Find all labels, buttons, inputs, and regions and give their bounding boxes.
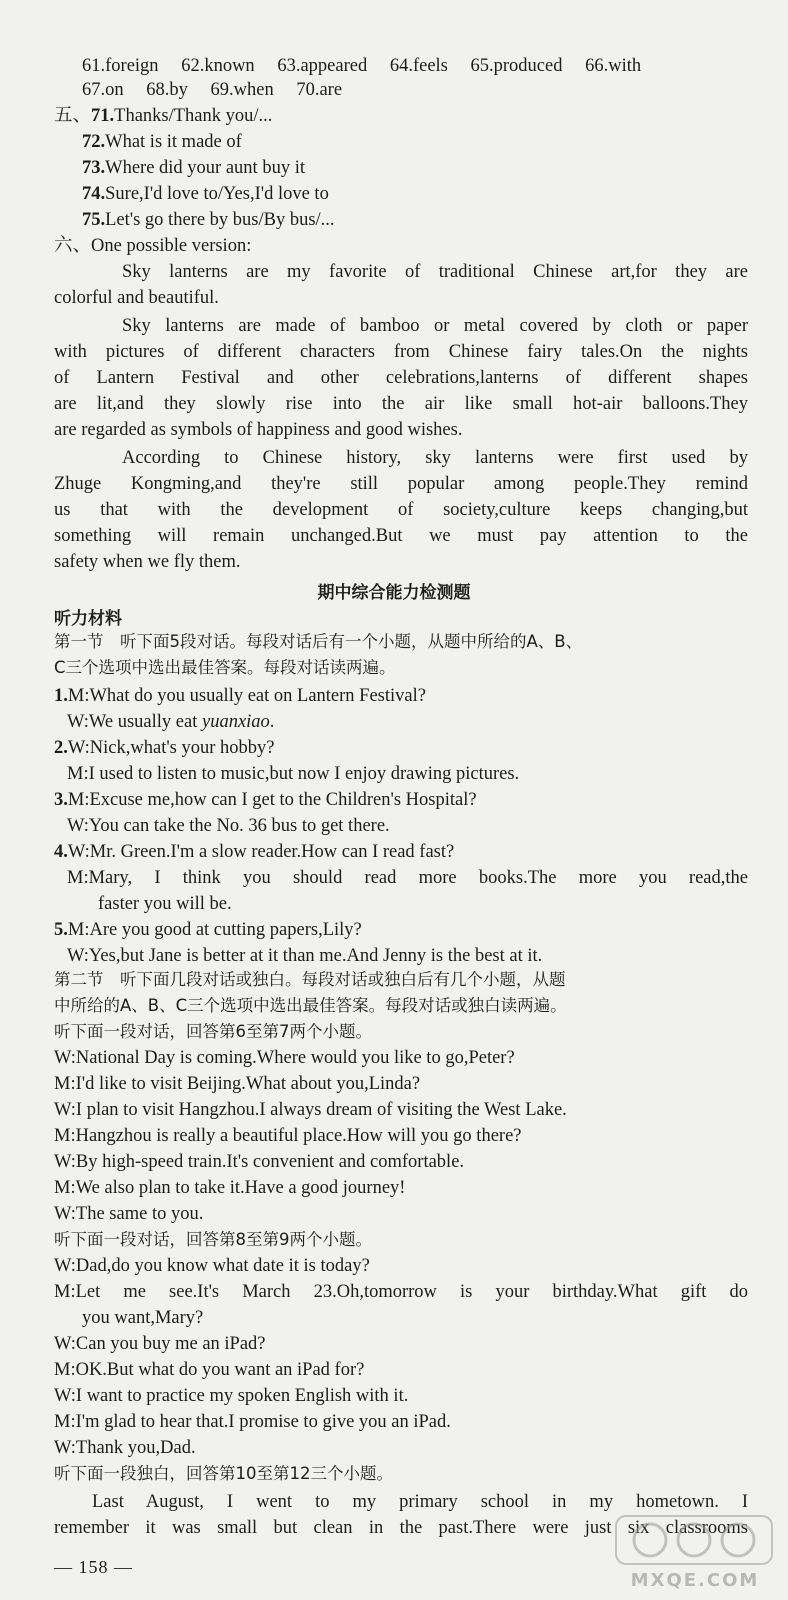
- dialog-line: 2.W:Nick,what's your hobby?: [54, 738, 275, 758]
- dialog-line: 1.M:What do you usually eat on Lantern Festival?: [54, 686, 426, 706]
- answer-64: 64.feels: [389, 56, 448, 76]
- monologue-intro: 听下面一段独白，回答第10至第12三个小题。: [54, 1464, 393, 1483]
- section-five-item-75: 75.Let's go there by bus/By bus/...: [82, 210, 335, 230]
- dialog-line: M:OK.But what do you want an iPad for?: [54, 1360, 365, 1380]
- listening-title: 听力材料: [54, 609, 122, 629]
- dialog-line: 3.M:Excuse me,how can I get to the Children's Hospital?: [54, 790, 477, 810]
- dialog2-intro: 听下面一段对话，回答第8至第9两个小题。: [54, 1230, 372, 1249]
- dialog-line: M:I used to listen to music,but now I enjoy drawing pictures.: [67, 764, 520, 784]
- dialog1-intro: 听下面一段对话，回答第6至第7两个小题。: [54, 1022, 372, 1041]
- monologue-line: remember it was small but clean in the past.There were just six classrooms: [54, 1518, 748, 1538]
- dialog-line: W:Thank you,Dad.: [54, 1438, 196, 1458]
- answer-66: 66.with: [585, 56, 642, 76]
- dialog-line: W:We usually eat yuanxiao.: [67, 712, 275, 732]
- dialog-line: you want,Mary?: [82, 1308, 204, 1328]
- essay-line: us that with the development of society,culture keeps changing,but: [54, 500, 748, 520]
- answer-62: 62.known: [181, 56, 255, 76]
- dialog-line: M:We also plan to take it.Have a good journey!: [54, 1178, 406, 1198]
- dialog-line: 5.M:Are you good at cutting papers,Lily?: [54, 920, 362, 940]
- essay-line: safety when we fly them.: [54, 552, 241, 572]
- answer-63: 63.appeared: [277, 56, 368, 76]
- essay-line: are lit,and they slowly rise into the air like small hot-air balloons.They: [54, 394, 748, 414]
- essay-line: something will remain unchanged.But we must pay attention to the: [54, 526, 748, 546]
- dialog-line: W:You can take the No. 36 bus to get there.: [67, 816, 390, 836]
- part1-instruction: 第一节 听下面5段对话。每段对话后有一个小题，从题中所给的A、B、: [54, 632, 583, 651]
- essay-line: Zhuge Kongming,and they're still popular among people.They remind: [54, 474, 748, 494]
- section-five-item-72: 72.What is it made of: [82, 132, 242, 152]
- answer-61: 61.foreign: [82, 56, 159, 76]
- section-five-item-74: 74.Sure,I'd love to/Yes,I'd love to: [82, 184, 329, 204]
- dialog-line: W:Dad,do you know what date it is today?: [54, 1256, 370, 1276]
- part2-instruction: 中所给的A、B、C三个选项中选出最佳答案。每段对话或独白读两遍。: [54, 996, 567, 1015]
- essay-line: Sky lanterns are made of bamboo or metal covered by cloth or paper: [122, 316, 748, 336]
- page-number: — 158 —: [54, 1557, 133, 1577]
- essay-line: Sky lanterns are my favorite of traditional Chinese art,for they are: [122, 262, 748, 282]
- monologue-line: Last August, I went to my primary school in my hometown. I: [92, 1492, 748, 1512]
- dialog-line: M:Let me see.It's March 23.Oh,tomorrow is your birthday.What gift do: [54, 1282, 748, 1302]
- section-six-marker: 六、: [54, 236, 92, 256]
- dialog-line: M:I'd like to visit Beijing.What about you,Linda?: [54, 1074, 421, 1094]
- dialog-line: W:I want to practice my spoken English with it.: [54, 1386, 409, 1406]
- dialog-line: W:I plan to visit Hangzhou.I always dream of visiting the West Lake.: [54, 1100, 567, 1120]
- essay-line: colorful and beautiful.: [54, 288, 219, 308]
- answer-69: 69.when: [210, 80, 274, 100]
- answers-row-1: [82, 54, 748, 78]
- svg-text:MXQE.COM: MXQE.COM: [630, 1570, 760, 1591]
- midterm-title: 期中综合能力检测题: [317, 583, 471, 603]
- dialog-line: W:Can you buy me an iPad?: [54, 1334, 266, 1354]
- section-five-item-73: 73.Where did your aunt buy it: [82, 158, 305, 178]
- essay-line: are regarded as symbols of happiness and good wishes.: [54, 420, 463, 440]
- dialog-line: W:Yes,but Jane is better at it than me.And Jenny is the best at it.: [67, 946, 543, 966]
- essay-line: According to Chinese history, sky lanterns were first used by: [122, 448, 748, 468]
- dialog-line: W:The same to you.: [54, 1204, 204, 1224]
- answer-65: 65.produced: [470, 56, 563, 76]
- section-five-item-71: 五、71.Thanks/Thank you/...: [54, 106, 273, 126]
- section-six-heading: 六、One possible version:: [54, 236, 252, 256]
- answer-68: 68.by: [146, 80, 188, 100]
- essay-line: with pictures of different characters from Chinese fairy tales.On the nights: [54, 342, 748, 362]
- answers-row-2: [82, 78, 748, 102]
- part2-instruction: 第二节 听下面几段对话或独白。每段对话或独白后有几个小题，从题: [54, 970, 566, 989]
- answer-67: 67.on: [82, 80, 124, 100]
- section-five-marker: 五、: [54, 106, 92, 126]
- answer-70: 70.are: [296, 80, 343, 100]
- dialog-line: M:Mary, I think you should read more books.The more you read,the: [67, 868, 748, 888]
- dialog-line: faster you will be.: [98, 894, 232, 914]
- essay-line: of Lantern Festival and other celebrations,lanterns of different shapes: [54, 368, 748, 388]
- dialog-line: W:National Day is coming.Where would you like to go,Peter?: [54, 1048, 515, 1068]
- dialog-line: M:I'm glad to hear that.I promise to give you an iPad.: [54, 1412, 451, 1432]
- dialog-line: W:By high-speed train.It's convenient and comfortable.: [54, 1152, 465, 1172]
- part1-instruction: C三个选项中选出最佳答案。每段对话读两遍。: [54, 658, 396, 677]
- watermark-logo: [610, 1512, 780, 1594]
- dialog-line: M:Hangzhou is really a beautiful place.How will you go there?: [54, 1126, 522, 1146]
- dialog-line: 4.W:Mr. Green.I'm a slow reader.How can I read fast?: [54, 842, 455, 862]
